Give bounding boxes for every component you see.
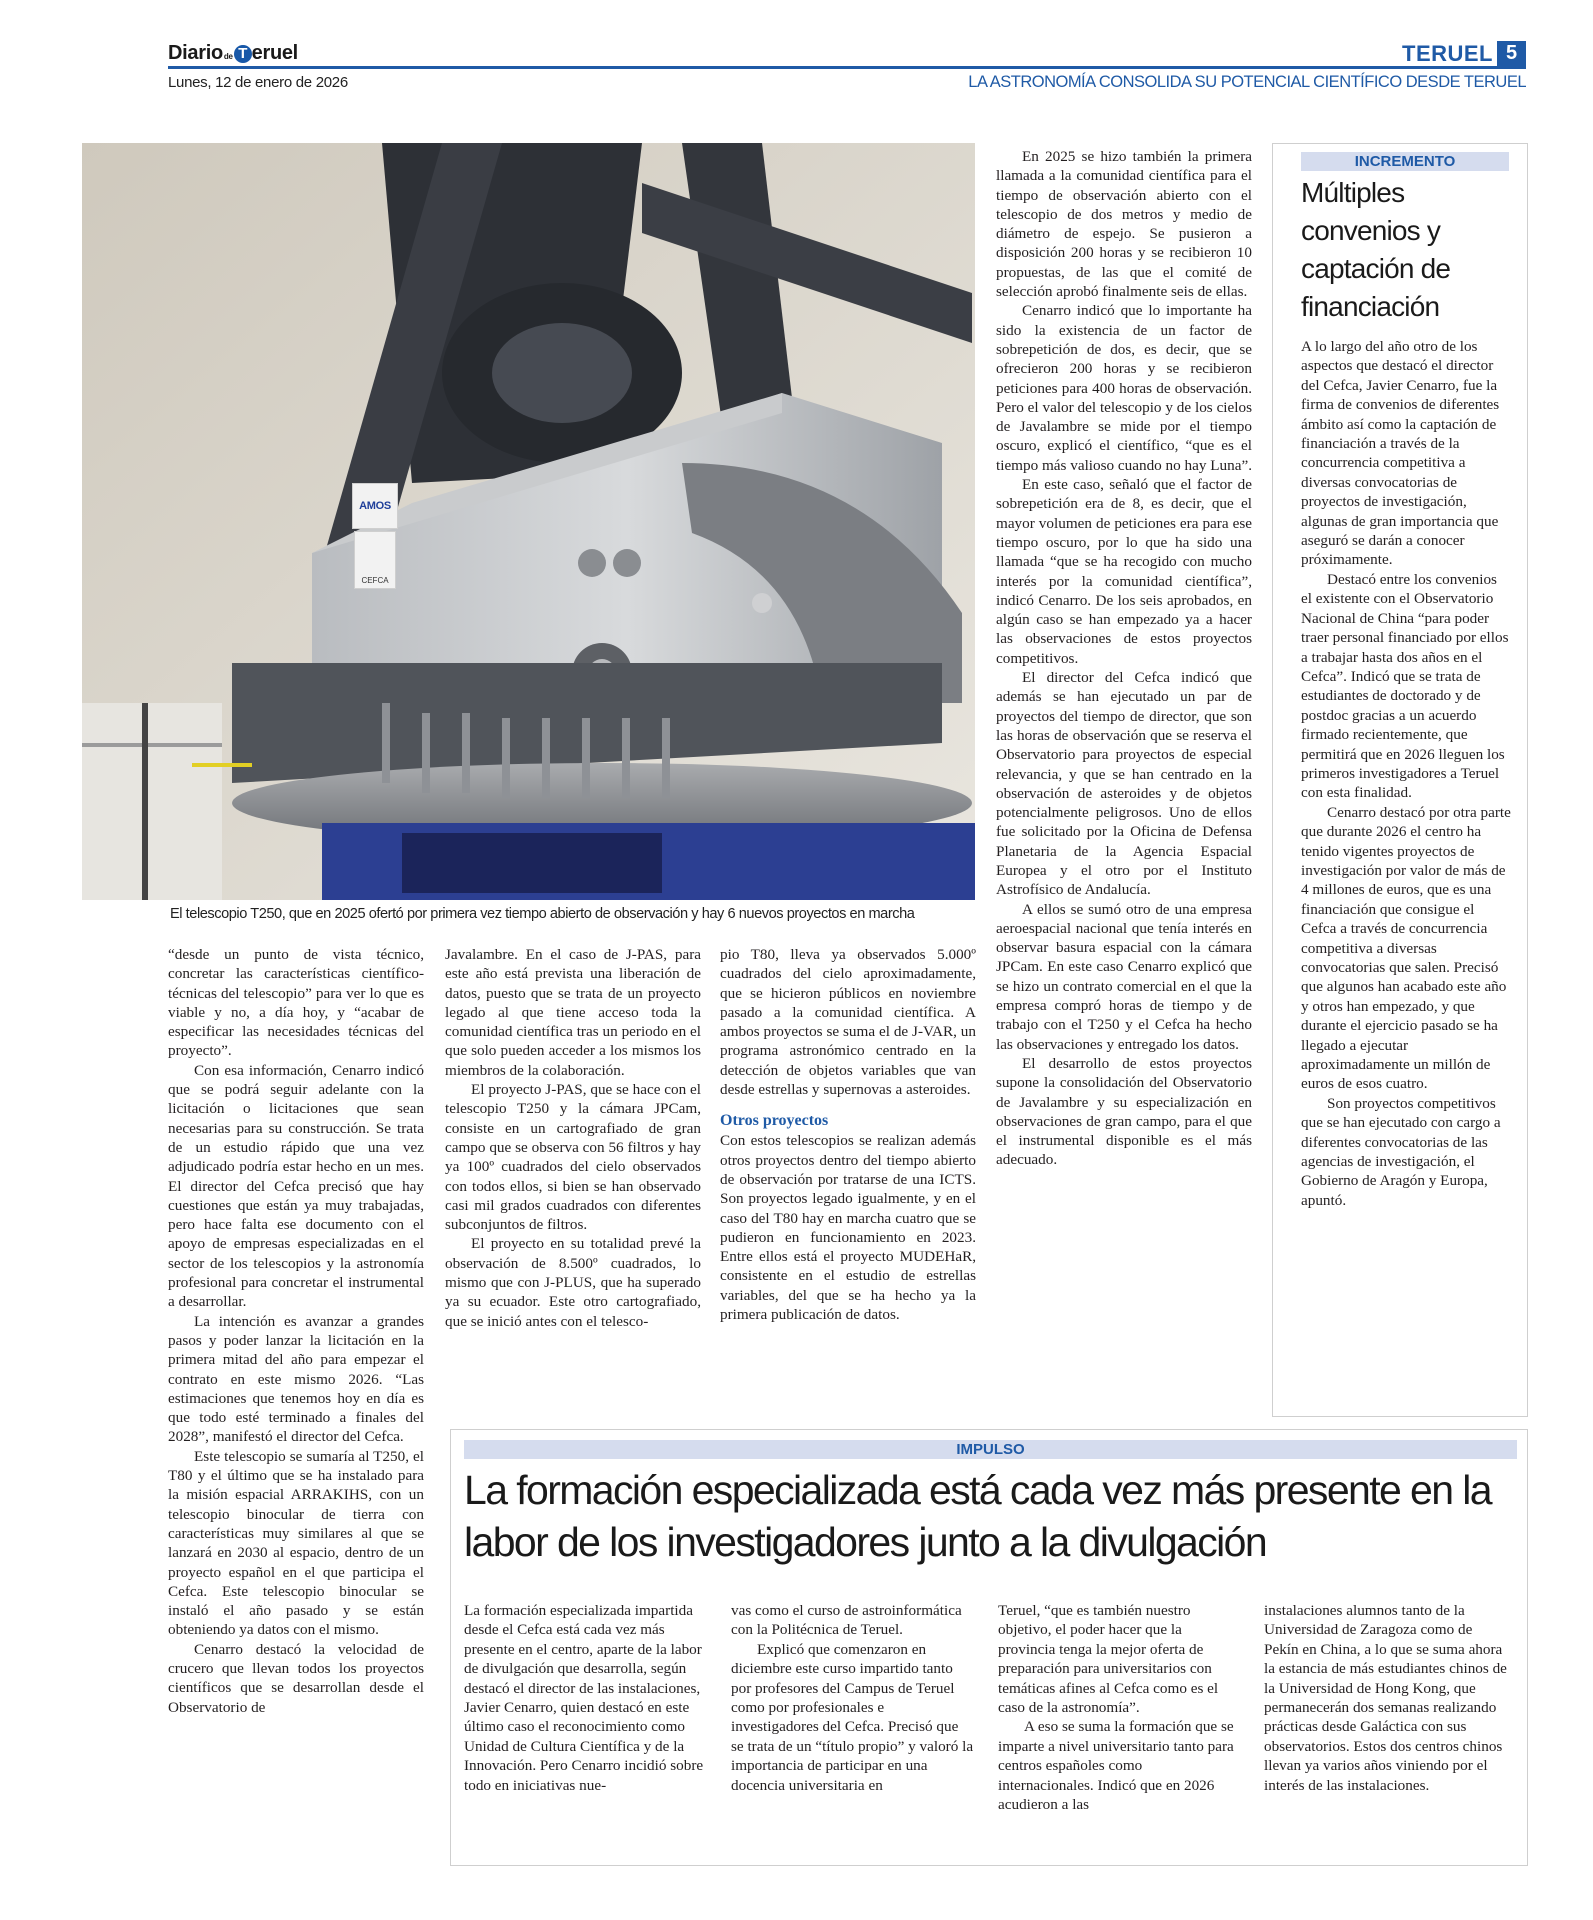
paragraph: En este caso, señaló que el factor de sobrepetición era de 8, es decir, que el mayor volumen de peticiones era para ese tiempo oscuro, por lo que ha sido una llamada “que se ha recogido con mucho interés por la comunidad científica”, indicó Cenarro. De los seis aprobados, en algún caso se han empezado ya a hacer las observaciones de estos proyectos competitivos. <box>996 476 1252 667</box>
paragraph: Explicó que comenzaron en diciembre este curso impartido tanto por profesores del Campus de Teruel como por profesionales e investigadores del Cefca. Precisó que se trata de un “título propio” y valoró la importancia de participar en una docencia universitaria en <box>731 1640 974 1794</box>
bottom-article-box <box>450 1429 1528 1866</box>
page-number: 5 <box>1497 41 1526 66</box>
section-name: TERUEL <box>1402 41 1493 66</box>
article-column-3 <box>720 945 976 1324</box>
paragraph: La formación especializada impartida desde el Cefca está cada vez más presente en el centro, aparte de la labor de divulgación que desarrolla, según destacó el director de las instalaciones, Javier Cenarro, quien destacó en este último caso el reconocimiento como Unidad de Cultura Científica y de la Innovación. Pero Cenarro incidió sobre todo en iniciativas nue- <box>464 1602 704 1794</box>
article-column-1 <box>168 945 424 1717</box>
paragraph: A lo largo del año otro de los aspectos que destacó el director del Cefca, Javier Cenarro, fue la firma de convenios de diferentes ámbito así como la captación de financiación a través de la concurrencia competitiva a diversas convocatorias de proyectos de investigación, algunas de gran importancia que aseguró se darán a conocer próximamente. <box>1301 338 1500 569</box>
telescope-illustration <box>82 143 975 900</box>
paragraph: Con estos telescopios se realizan además otros proyectos dentro del tiempo abierto de observación por tratarse de una ICTS. Son proyectos legado igualmente, y en el caso del T80 hay en marcha cuatro que se pudieron en funcionamiento en 2023. Entre ellos está el proyecto MUDEHaR, consistente en el estudio de estrellas variables, del que se ha hecho ya la primera publicación de datos. <box>720 1132 976 1324</box>
page-kicker: LA ASTRONOMÍA CONSOLIDA SU POTENCIAL CIENTÍFICO DESDE TERUEL <box>968 73 1526 91</box>
article-column-2 <box>445 945 701 1331</box>
paragraph: Destacó entre los convenios el existente con el Observatorio Nacional de China “para poder traer personal financiado por ellos a trabajar hasta dos años en el Cefca”. Indicó que se trata de estudiantes de doctorado y de postdoc gracias a un acuerdo firmado recientemente, que permitirá que en 2026 lleguen los primeros investigadores a Teruel con esta finalidad. <box>1301 570 1509 802</box>
bottom-column-1 <box>464 1601 707 1795</box>
paragraph: instalaciones alumnos tanto de la Universidad de Zaragoza como de Pekín en China, a lo que se suma ahora la estancia de más estudiantes chinos de la Universidad de Hong Kong, que permanecerán dos semanas realizando prácticas desde Galáctica con sus observatorios. Estos dos centros chinos llevan ya varios años viniendo por el interés de las instalaciones. <box>1264 1602 1507 1794</box>
bottom-kicker: IMPULSO <box>464 1440 1517 1459</box>
paragraph: El proyecto en su totalidad prevé la observación de 8.500º cuadrados, lo mismo que con J-PLUS, que ha superado ya su ecuador. Este otro cartografiado, que se inició antes con el telesco- <box>445 1235 701 1330</box>
paragraph: Este telescopio se sumaría al T250, el T80 y el último que se ha instalado para la misión espacial ARRAKIHS, con un telescopio binocular de tierra con características muy similares al que se lanzará en 2030 al espacio, dentro de un proyecto español en el que participa el Cefca. Este telescopio binocular se instaló el año pasado y se están obteniendo ya datos con el mismo. <box>168 1447 424 1639</box>
amos-logo: AMOS <box>359 500 391 512</box>
subheading-otros-proyectos: Otros proyectos <box>720 1112 829 1130</box>
newspaper-logo <box>168 42 298 65</box>
paragraph: El director del Cefca indicó que además se han ejecutado un par de proyectos del tiempo de director, que son las horas de observación que se reserva el Observatorio para proyectos de especial relevancia, y que se han centrado en la observación de asteroides y de objetos potencialmente peligrosos. Uno de ellos fue solicitado por la Oficina de Defensa Planetaria de la Agencia Espacial Europea y el otro por el Instituto Astrofísico de Andalucía. <box>996 669 1252 899</box>
bottom-column-3 <box>998 1601 1241 1814</box>
cefca-logo-plate <box>354 531 396 589</box>
photo-caption: El telescopio T250, que en 2025 ofertó por primera vez tiempo abierto de observación y hay 6 nuevos proyectos en marcha <box>170 906 915 922</box>
sidebar-box <box>1272 143 1528 1417</box>
header-rule <box>168 66 1526 69</box>
bottom-column-4 <box>1264 1601 1507 1795</box>
paragraph: Cenarro indicó que lo importante ha sido la existencia de un factor de sobrepetición de dos, es decir, que se ofrecieron 200 horas y se recibieron peticiones para 400 horas de observación. Pero el valor del telescopio y de los cielos de Javalambre se mide por el tiempo oscuro, explicó el científico, “que es el tiempo más valioso cuando no hay Luna”. <box>996 302 1253 474</box>
paragraph: A eso se suma la formación que se imparte a nivel universitario tanto para centros españoles como internacionales. Indicó que en 2026 acudieron a las <box>998 1718 1234 1814</box>
amos-logo-plate <box>352 483 398 529</box>
logo-text-de: de <box>223 52 233 61</box>
paragraph: Con esa información, Cenarro indicó que se podrá seguir adelante con la licitación o licitaciones que sean necesarias para su construcción. Se trata de un estudio rápido que una vez adjudicado podría estar hecho en un mes. El director del Cefca precisó que hay cuestiones que están ya muy trabajadas, pero hace falta ese documento con el apoyo de empresas especializadas en el sector de los telescopios y la astronomía profesional para concretar el instrumental a desarrollar. <box>168 1061 424 1311</box>
logo-text-eruel: eruel <box>251 42 298 64</box>
paragraph: El proyecto J-PAS, que se hace con el telescopio T250 y la cámara JPCam, consiste en un cartografiado de gran campo que se observa con 56 filtros y hay ya 100º cuadrados del cielo observados con todos ellos, si bien se han observado casi mil grados cuadrados con diferentes subconjuntos de filtros. <box>445 1081 701 1234</box>
paragraph: El desarrollo de estos proyectos supone la consolidación del Observatorio de Javalambre y su especialización en observaciones de gran campo, para el que el instrumental disponible es el más adecuado. <box>996 1054 1252 1169</box>
cefca-logo: CEFCA <box>361 576 389 585</box>
paragraph: Son proyectos competitivos que se han ejecutado con cargo a diferentes convocatorias de las agencias de investigación, el Gobierno de Aragón y Europa, apuntó. <box>1301 1094 1501 1209</box>
paragraph: “desde un punto de vista técnico, concretar las características científico-técnicas del telescopio” para ver lo que es viable y no, a día hoy, y “acabar de especificar las necesidades técnicas del proyecto”. <box>168 946 424 1060</box>
issue-date: Lunes, 12 de enero de 2026 <box>168 74 348 91</box>
logo-text-diario: Diario <box>168 42 223 64</box>
telescope-photo <box>82 143 975 900</box>
paragraph: Teruel, “que es también nuestro objetivo, el poder hacer que la provincia tenga la mejor oferta de preparación para universitarios con temáticas afines al Cefca como es el caso de la astronomía”. <box>998 1602 1219 1717</box>
paragraph: vas como el curso de astroinformática con la Politécnica de Teruel. <box>731 1602 962 1639</box>
bottom-column-2 <box>731 1601 974 1795</box>
paragraph: En 2025 se hizo también la primera llamada a la comunidad científica para el tiempo de observación abierto con el telescopio de dos metros y medio de diámetro de espejo. Se pusieron a disposición 200 horas y se recibieron 10 propuestas, de las que el comité de selección aprobó finalmente seis de ellas. <box>996 148 1252 301</box>
bottom-headline: La formación especializada está cada vez más presente en la labor de los investigadores junto a la divulgación <box>464 1467 1491 1565</box>
article-column-4 <box>996 147 1252 1170</box>
sidebar-body <box>1301 337 1511 1210</box>
paragraph: La intención es avanzar a grandes pasos y poder lanzar la licitación en la primera mitad del año para empezar el contrato en este mismo 2026. “Las estimaciones que tenemos hoy en día es que todo esté terminado a finales del 2028”, manifestó el director del Cefca. <box>168 1312 424 1446</box>
logo-t-circle: T <box>234 45 252 63</box>
paragraph: Cenarro destacó por otra parte que durante 2026 el centro ha tenido vigentes proyectos de investigación por valor de más de 4 millones de euros, que es una financiación que consigue el Cefca a través de concurrencia competitiva a diversas convocatorias que salen. Precisó que algunos han acabado este año y otros han empezado, y que durante el ejercicio pasado se ha llegado a ejecutar aproximadamente un millón de euros de esos cuatro. <box>1301 803 1511 1093</box>
paragraph: Cenarro destacó la velocidad de crucero que llevan todos los proyectos científicos que se desarrollan desde el Observatorio de <box>168 1640 424 1716</box>
sidebar-kicker: INCREMENTO <box>1301 152 1509 171</box>
sidebar-title: Múltiples convenios y captación de financiación <box>1301 177 1451 322</box>
paragraph: Javalambre. En el caso de J-PAS, para este año está prevista una liberación de datos, puesto que se trata de un proyecto legado al que tiene acceso toda la comunidad científica tras un periodo en el que solo pueden acceder a los mismos los miembros de la colaboración. <box>445 946 701 1079</box>
paragraph: A ellos se sumó otro de una empresa aeroespacial nacional que tenía interés en observar basura espacial con la cámara JPCam. En este caso Cenarro explicó que se hizo un contrato comercial en el que la empresa compró horas de tiempo y de trabajo con el T250 y el Cefca ha hecho las observaciones y entregado los datos. <box>996 900 1252 1053</box>
paragraph: pio T80, lleva ya observados 5.000º cuadrados del cielo aproximadamente, que se hicieron públicos en noviembre pasado a la comunidad científica. A ambos proyectos se suma el de J-VAR, un programa astronómico centrado en la detección de objetos variables que van desde estrellas y supernovas a asteroides. <box>720 946 976 1099</box>
